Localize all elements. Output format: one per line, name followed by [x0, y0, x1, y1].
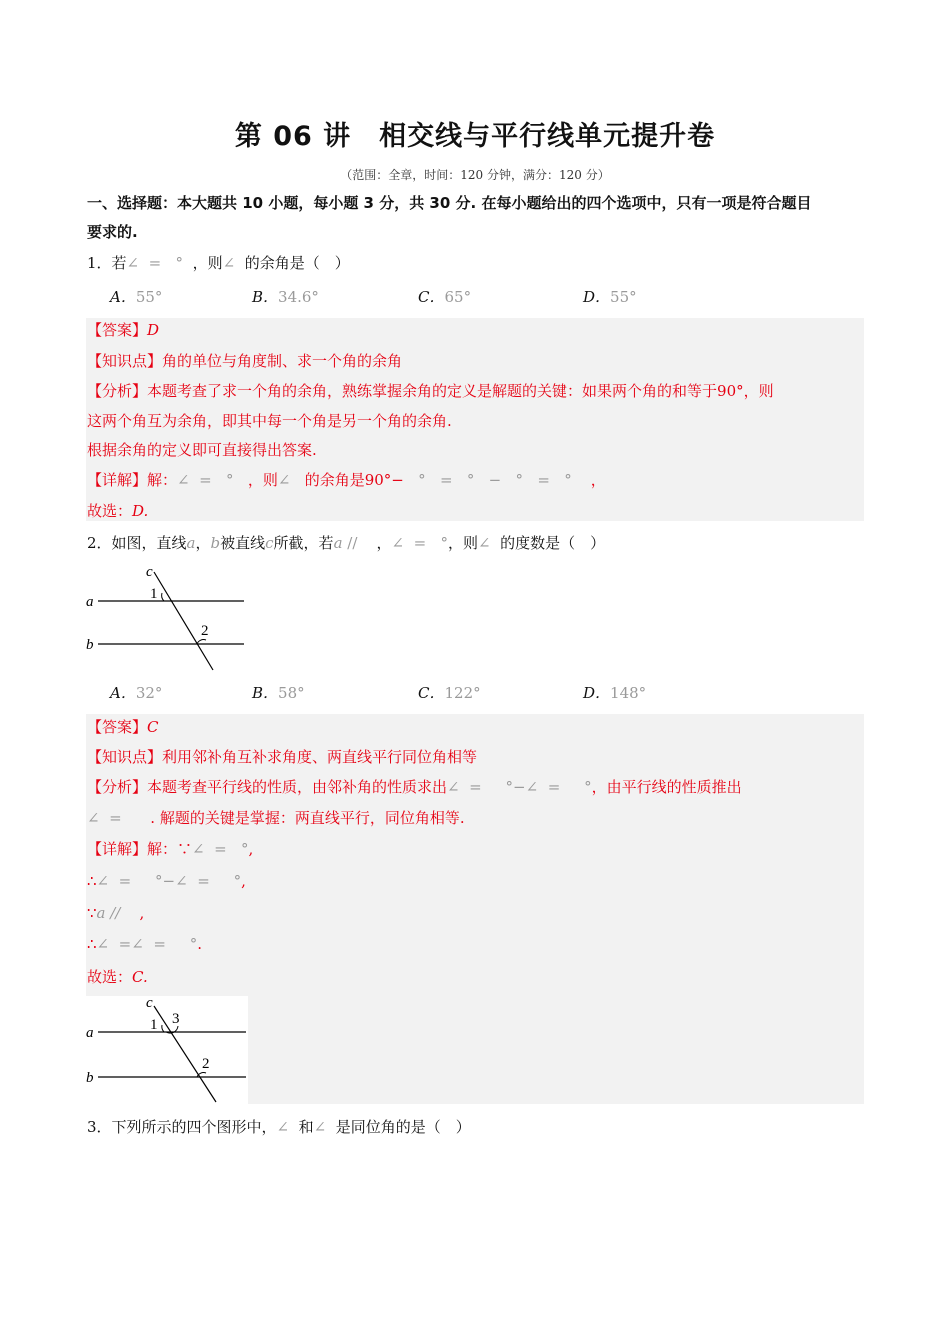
option-a	[110, 286, 162, 307]
label: 【答案】	[87, 718, 148, 736]
label: 【分析】	[87, 382, 148, 400]
because-symbol: ∵	[177, 840, 193, 858]
answer-line	[87, 320, 159, 340]
option-b	[252, 682, 305, 703]
question-2	[87, 533, 605, 553]
text: 本题考查了求一个角的余角，熟练掌握余角的定义是解题的关键：如果两个角的和等于90°，则	[147, 382, 774, 400]
option-value: 32°	[135, 684, 163, 702]
q-text: ，	[195, 534, 211, 552]
label-2: 2	[202, 1056, 210, 1072]
therefore-symbol: ∴	[87, 872, 97, 890]
math: ∠	[477, 534, 501, 552]
q-text: 的度数是（ ）	[500, 534, 606, 552]
text: 利用邻补角互补求角度、两直线平行同位角相等	[162, 748, 478, 766]
math: ° = ° − ° = °	[403, 471, 591, 489]
option-letter: C．	[418, 684, 445, 702]
q-text: 3．下列所示的四个图形中，	[87, 1118, 277, 1136]
analysis	[87, 381, 774, 401]
q-text: ，则	[447, 534, 478, 552]
q-text: 被直线	[220, 534, 266, 552]
math: ∠ = °	[192, 840, 249, 858]
text: ，由平行线的性质推出	[591, 778, 742, 796]
label-a: a	[86, 594, 94, 610]
option-letter: B．	[252, 684, 279, 702]
math: //	[342, 534, 377, 552]
question-1	[87, 253, 350, 273]
option-d	[583, 286, 637, 307]
label-a: a	[86, 1025, 94, 1041]
math: ∠	[313, 1118, 336, 1136]
section-heading-cont: 要求的.	[87, 223, 138, 241]
answer: C.	[132, 968, 148, 986]
label: 【知识点】	[87, 748, 163, 766]
text: 本题考查平行线的性质，由邻补角的性质求出	[147, 778, 448, 796]
q-text: 的余角是（ ）	[244, 254, 350, 272]
math: a //	[96, 904, 140, 922]
label: 【知识点】	[87, 352, 163, 370]
exam-scope: （范围：全章，时间：120 分钟，满分：120 分）	[340, 168, 610, 182]
text: ，	[590, 471, 606, 489]
math: ∠ =	[87, 809, 151, 827]
parallel-lines-figure	[84, 560, 249, 672]
option-value: 148°	[610, 684, 647, 702]
q-text: 是同位角的是（ ）	[335, 1118, 471, 1136]
label: 故选：	[87, 502, 133, 520]
label-c: c	[146, 564, 153, 580]
detail-step	[87, 871, 246, 891]
text: ，则	[247, 471, 278, 489]
because-symbol: ∵	[87, 904, 97, 922]
math: a	[186, 534, 196, 552]
text: . 解题的关键是掌握：两直线平行，同位角相等.	[150, 809, 465, 827]
text: 解：	[147, 840, 178, 858]
option-value: 55°	[610, 288, 637, 306]
math: a	[333, 534, 343, 552]
option-letter: A．	[110, 288, 136, 306]
label-2: 2	[201, 623, 209, 639]
label: 【分析】	[87, 778, 148, 796]
q-text: 和	[298, 1118, 314, 1136]
label: 【答案】	[87, 321, 148, 339]
section-heading: 一、选择题：本大题共 10 小题，每小题 3 分，共 30 分. 在每小题给出的四个选项中，只有一项是符合题目	[87, 194, 812, 212]
answer: C	[147, 718, 159, 736]
math: ∠	[222, 254, 245, 272]
label-1: 1	[150, 586, 158, 602]
label-b: b	[86, 637, 94, 653]
option-value: 65°	[444, 288, 472, 306]
text: ,	[241, 872, 246, 890]
answer: D.	[132, 502, 149, 520]
text: 解：	[147, 471, 178, 489]
therefore-symbol: ∴	[87, 935, 97, 953]
analysis-cont	[87, 808, 465, 828]
option-c	[418, 682, 481, 703]
detail-step	[87, 934, 202, 954]
option-letter: D．	[583, 288, 611, 306]
option-value: 122°	[444, 684, 481, 702]
math: c	[265, 534, 274, 552]
final-choice	[87, 501, 148, 521]
knowledge-point	[87, 351, 402, 371]
knowledge-point	[87, 747, 477, 767]
math: ∠	[277, 471, 305, 489]
math: ∠	[276, 1118, 299, 1136]
math: ∠ = °	[391, 534, 448, 552]
label: 故选：	[87, 968, 133, 986]
label: 【详解】	[87, 840, 148, 858]
q-text: 2．如图，直线	[87, 534, 187, 552]
option-letter: D．	[583, 684, 611, 702]
option-a	[110, 682, 162, 703]
detail	[87, 470, 606, 490]
math: ∠ =∠ = °	[96, 935, 198, 953]
q-text: ，则	[192, 254, 223, 272]
math: ∠ = °−∠ = °	[447, 778, 592, 796]
label-1: 1	[150, 1017, 158, 1033]
analysis-cont: 根据余角的定义即可直接得出答案.	[87, 441, 317, 459]
option-letter: A．	[110, 684, 136, 702]
option-value: 58°	[278, 684, 305, 702]
q-text: ，	[376, 534, 392, 552]
label-c: c	[146, 996, 153, 1011]
math: ∠ = °−∠ = °	[96, 872, 242, 890]
option-letter: B．	[252, 288, 279, 306]
math: b	[210, 534, 221, 552]
label: 【详解】	[87, 471, 148, 489]
solution-figure	[86, 996, 248, 1104]
option-value: 34.6°	[278, 288, 319, 306]
text: ,	[139, 904, 145, 922]
answer-line	[87, 717, 159, 737]
page-title: 第 06 讲 相交线与平行线单元提升卷	[234, 121, 716, 152]
option-value: 55°	[135, 288, 163, 306]
answer: D	[147, 321, 160, 339]
option-letter: C．	[418, 288, 445, 306]
analysis-cont: 这两个角互为余角，即其中每一个角是另一个角的余角.	[87, 412, 452, 430]
label-b: b	[86, 1070, 94, 1086]
math: ∠ = °	[177, 471, 248, 489]
q-text: 1．若	[87, 254, 127, 272]
option-b	[252, 286, 319, 307]
analysis	[87, 777, 742, 797]
option-d	[583, 682, 646, 703]
text: 角的单位与角度制、求一个角的余角	[162, 352, 403, 370]
detail-step	[87, 903, 144, 923]
text: .	[197, 935, 203, 953]
text: 的余角是90°−	[304, 471, 404, 489]
option-c	[418, 286, 471, 307]
label-3: 3	[172, 1011, 180, 1027]
text: ,	[248, 840, 254, 858]
math: ∠ = °	[126, 254, 193, 272]
question-3	[87, 1117, 471, 1137]
q-text: 所截，若	[273, 534, 334, 552]
final-choice	[87, 967, 148, 987]
detail	[87, 839, 253, 859]
